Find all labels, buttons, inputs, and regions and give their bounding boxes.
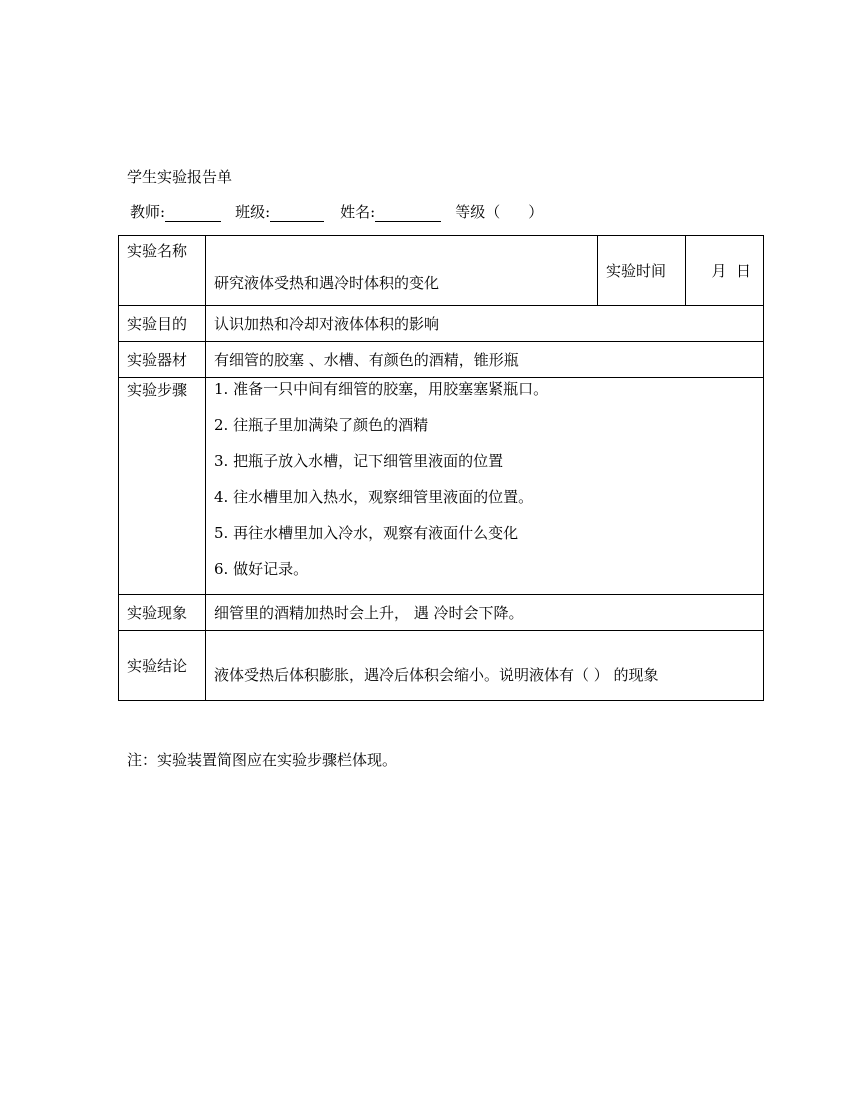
class-label: 班级: [235, 203, 271, 221]
purpose-label: 实验目的 [119, 306, 206, 342]
teacher-blank[interactable] [165, 205, 221, 222]
row-phenomenon [119, 595, 764, 631]
step-item: 6. 做好记录。 [214, 560, 309, 578]
footnote: 注：实验装置简图应在实验步骤栏体现。 [127, 751, 398, 769]
step-item: 1. 准备一只中间有细管的胶塞，用胶塞塞紧瓶口。 [214, 380, 549, 398]
experiment-name-value: 研究液体受热和遇冷时体积的变化 [206, 236, 598, 306]
steps-label: 实验步骤 [119, 378, 206, 595]
step-item: 5. 再往水槽里加入冷水，观察有液面什么变化 [214, 524, 519, 542]
conclusion-label: 实验结论 [119, 631, 206, 701]
row-steps [119, 378, 764, 595]
materials-label: 实验器材 [119, 342, 206, 378]
row-conclusion [119, 631, 764, 701]
experiment-date: 月 日 [686, 236, 764, 306]
step-item: 3. 把瓶子放入水槽，记下细管里液面的位置 [214, 452, 504, 470]
row-experiment-name [119, 236, 764, 306]
experiment-name-label: 实验名称 [119, 236, 206, 306]
phenomenon-label: 实验现象 [119, 595, 206, 631]
report-table [118, 235, 764, 701]
purpose-value: 认识加热和冷却对液体体积的影响 [206, 306, 764, 342]
steps-list [206, 378, 764, 595]
materials-value: 有细管的胶塞 、水槽、有颜色的酒精，锥形瓶 [206, 342, 764, 378]
name-blank[interactable] [375, 205, 441, 222]
grade-close: ） [528, 203, 544, 221]
name-label: 姓名: [340, 203, 376, 221]
row-materials [119, 342, 764, 378]
phenomenon-value: 细管里的酒精加热时会上升， 遇 冷时会下降。 [206, 595, 764, 631]
report-title: 学生实验报告单 [127, 168, 233, 186]
grade-label: 等级（ [455, 203, 501, 221]
step-item: 4. 往水槽里加入热水，观察细管里液面的位置。 [214, 488, 534, 506]
class-blank[interactable] [270, 205, 324, 222]
step-item: 2. 往瓶子里加满染了颜色的酒精 [214, 416, 429, 434]
conclusion-value: 液体受热后体积膨胀，遇冷后体积会缩小。说明液体有（ ） 的现象 [206, 631, 764, 701]
experiment-time-label: 实验时间 [598, 236, 686, 306]
row-purpose [119, 306, 764, 342]
info-line [130, 202, 543, 222]
teacher-label: 教师: [130, 203, 166, 221]
